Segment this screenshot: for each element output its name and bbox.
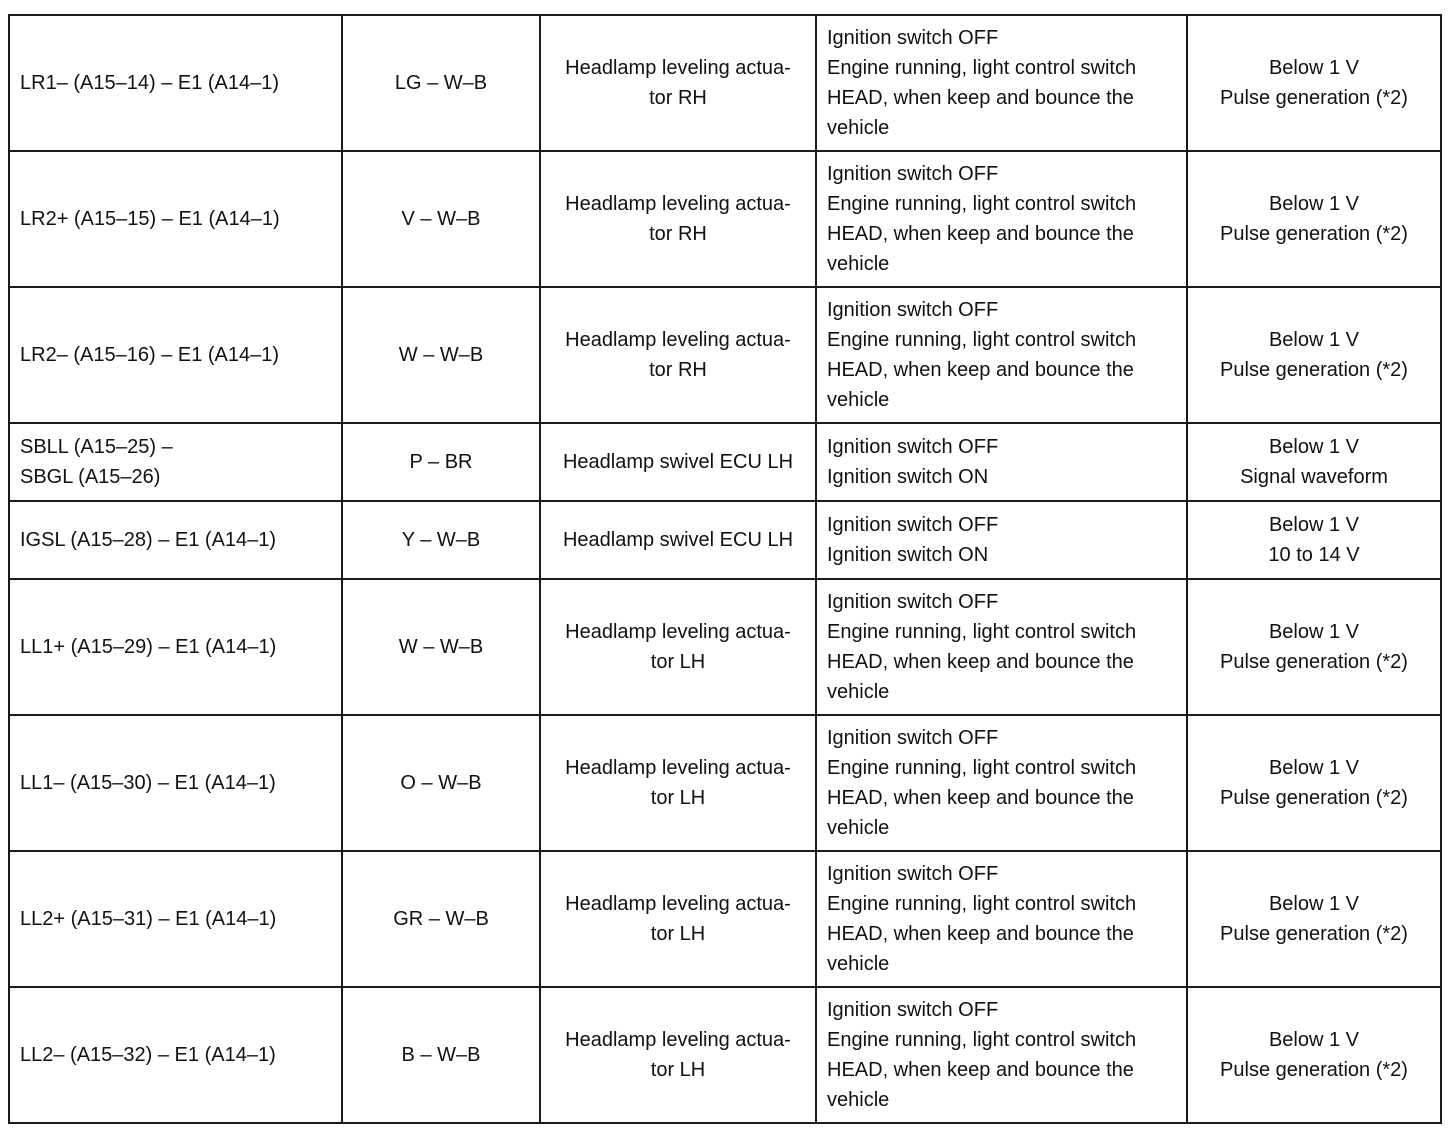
description-line: tor LH <box>650 1059 706 1081</box>
specified-line: Signal waveform <box>1240 466 1388 488</box>
description-line: Headlamp swivel ECU LH <box>562 451 794 473</box>
condition-cell <box>816 501 1187 579</box>
terminal-text-line2: SBGL (A15–26) <box>20 466 161 488</box>
wiring-color-text: W – W–B <box>398 636 484 658</box>
table-row <box>9 579 1441 715</box>
table-row <box>9 423 1441 501</box>
specified-condition-cell <box>1187 715 1441 851</box>
description-line: Headlamp leveling actua- <box>565 1029 791 1051</box>
specified-line: Below 1 V <box>1268 514 1360 536</box>
condition-line: HEAD, when keep and bounce the <box>827 651 1134 673</box>
condition-line: Ignition switch OFF <box>827 591 999 613</box>
description-cell <box>540 15 816 151</box>
specified-condition-cell <box>1187 287 1441 423</box>
description-line: tor LH <box>650 651 706 673</box>
description-cell <box>540 287 816 423</box>
specified-condition-cell <box>1187 851 1441 987</box>
condition-line: Ignition switch OFF <box>827 299 999 321</box>
condition-cell <box>816 851 1187 987</box>
terminal-cell <box>9 423 342 501</box>
wiring-color-text: Y – W–B <box>401 529 481 551</box>
condition-cell <box>816 15 1187 151</box>
description-line: tor RH <box>649 87 707 109</box>
description-line: Headlamp leveling actua- <box>565 193 791 215</box>
terminal-cell <box>9 851 342 987</box>
terminal-spec-table <box>8 14 1442 1124</box>
wiring-color-cell <box>342 715 540 851</box>
condition-line: HEAD, when keep and bounce the <box>827 87 1134 109</box>
description-cell <box>540 987 816 1123</box>
condition-line: Ignition switch OFF <box>827 163 999 185</box>
description-cell <box>540 579 816 715</box>
condition-line: Ignition switch OFF <box>827 863 999 885</box>
condition-line: vehicle <box>827 389 890 411</box>
description-line: tor RH <box>649 223 707 245</box>
terminal-cell <box>9 987 342 1123</box>
wiring-color-text: P – BR <box>409 451 473 473</box>
condition-cell <box>816 287 1187 423</box>
condition-cell <box>816 987 1187 1123</box>
condition-cell <box>816 579 1187 715</box>
wiring-color-cell <box>342 579 540 715</box>
terminal-cell <box>9 715 342 851</box>
condition-line: Engine running, light control switch <box>827 193 1137 215</box>
specified-line: Pulse generation (*2) <box>1220 923 1408 945</box>
terminal-text: IGSL (A15–28) – E1 (A14–1) <box>20 529 277 551</box>
description-line: Headlamp leveling actua- <box>565 57 791 79</box>
condition-line: Ignition switch OFF <box>827 27 999 49</box>
condition-line: Engine running, light control switch <box>827 1029 1137 1051</box>
wiring-color-text: V – W–B <box>401 208 481 230</box>
terminal-cell <box>9 287 342 423</box>
specified-line: Below 1 V <box>1268 329 1360 351</box>
wiring-color-cell <box>342 987 540 1123</box>
specified-line: Pulse generation (*2) <box>1220 1059 1408 1081</box>
condition-line: vehicle <box>827 953 890 975</box>
specified-condition-cell <box>1187 579 1441 715</box>
condition-line: vehicle <box>827 253 890 275</box>
table-row <box>9 715 1441 851</box>
wiring-color-text: W – W–B <box>398 344 484 366</box>
description-line: Headlamp leveling actua- <box>565 621 791 643</box>
condition-line: vehicle <box>827 681 890 703</box>
condition-line: HEAD, when keep and bounce the <box>827 223 1134 245</box>
terminal-cell <box>9 579 342 715</box>
condition-line: HEAD, when keep and bounce the <box>827 359 1134 381</box>
terminal-text: LL2– (A15–32) – E1 (A14–1) <box>20 1044 276 1066</box>
condition-line: Ignition switch ON <box>827 466 989 488</box>
description-cell <box>540 151 816 287</box>
wiring-color-text: O – W–B <box>400 772 482 794</box>
terminal-text: LR2+ (A15–15) – E1 (A14–1) <box>20 208 280 230</box>
terminal-cell <box>9 501 342 579</box>
description-cell <box>540 423 816 501</box>
condition-line: Engine running, light control switch <box>827 621 1137 643</box>
specified-condition-cell <box>1187 501 1441 579</box>
specified-line: Below 1 V <box>1268 193 1360 215</box>
wiring-color-text: LG – W–B <box>394 72 488 94</box>
wiring-color-text: B – W–B <box>401 1044 481 1066</box>
specified-line: Pulse generation (*2) <box>1220 787 1408 809</box>
condition-line: HEAD, when keep and bounce the <box>827 787 1134 809</box>
condition-line: Ignition switch OFF <box>827 999 999 1021</box>
table-row <box>9 987 1441 1123</box>
specified-line: Below 1 V <box>1268 436 1360 458</box>
specified-line: Pulse generation (*2) <box>1220 223 1408 245</box>
description-cell <box>540 501 816 579</box>
terminal-text: LL1+ (A15–29) – E1 (A14–1) <box>20 636 277 658</box>
specified-line: Pulse generation (*2) <box>1220 651 1408 673</box>
description-line: tor LH <box>650 787 706 809</box>
specified-line: 10 to 14 V <box>1268 544 1360 566</box>
condition-line: HEAD, when keep and bounce the <box>827 923 1134 945</box>
condition-line: HEAD, when keep and bounce the <box>827 1059 1134 1081</box>
condition-cell <box>816 715 1187 851</box>
condition-line: Ignition switch OFF <box>827 436 999 458</box>
specified-line: Pulse generation (*2) <box>1220 87 1408 109</box>
specified-condition-cell <box>1187 151 1441 287</box>
description-line: Headlamp leveling actua- <box>565 893 791 915</box>
wiring-color-cell <box>342 423 540 501</box>
terminal-text: LL2+ (A15–31) – E1 (A14–1) <box>20 908 277 930</box>
table-row <box>9 287 1441 423</box>
specified-line: Below 1 V <box>1268 1029 1360 1051</box>
description-cell <box>540 851 816 987</box>
condition-line: Ignition switch OFF <box>827 727 999 749</box>
condition-line: Engine running, light control switch <box>827 757 1137 779</box>
condition-line: Engine running, light control switch <box>827 57 1137 79</box>
condition-line: vehicle <box>827 1089 890 1111</box>
condition-line: vehicle <box>827 817 890 839</box>
wiring-color-cell <box>342 501 540 579</box>
description-line: tor LH <box>650 923 706 945</box>
condition-line: vehicle <box>827 117 890 139</box>
condition-line: Ignition switch OFF <box>827 514 999 536</box>
table-row <box>9 851 1441 987</box>
condition-line: Engine running, light control switch <box>827 893 1137 915</box>
description-line: Headlamp leveling actua- <box>565 329 791 351</box>
terminal-text: LR2– (A15–16) – E1 (A14–1) <box>20 344 280 366</box>
table-row <box>9 501 1441 579</box>
specified-condition-cell <box>1187 423 1441 501</box>
terminal-cell <box>9 15 342 151</box>
description-line: tor RH <box>649 359 707 381</box>
wiring-color-text: GR – W–B <box>393 908 489 930</box>
specified-line: Pulse generation (*2) <box>1220 359 1408 381</box>
specified-line: Below 1 V <box>1268 757 1360 779</box>
condition-cell <box>816 423 1187 501</box>
condition-line: Engine running, light control switch <box>827 329 1137 351</box>
table-row <box>9 15 1441 151</box>
specified-line: Below 1 V <box>1268 621 1360 643</box>
description-cell <box>540 715 816 851</box>
terminal-text: LR1– (A15–14) – E1 (A14–1) <box>20 72 280 94</box>
terminal-text: LL1– (A15–30) – E1 (A14–1) <box>20 772 276 794</box>
specified-condition-cell <box>1187 987 1441 1123</box>
description-line: Headlamp swivel ECU LH <box>562 529 794 551</box>
wiring-color-cell <box>342 15 540 151</box>
condition-line: Ignition switch ON <box>827 544 989 566</box>
condition-cell <box>816 151 1187 287</box>
specified-condition-cell <box>1187 15 1441 151</box>
terminal-text: SBLL (A15–25) – <box>20 436 173 458</box>
table-row <box>9 151 1441 287</box>
description-line: Headlamp leveling actua- <box>565 757 791 779</box>
wiring-color-cell <box>342 851 540 987</box>
specified-line: Below 1 V <box>1268 57 1360 79</box>
terminal-cell <box>9 151 342 287</box>
specified-line: Below 1 V <box>1268 893 1360 915</box>
wiring-color-cell <box>342 287 540 423</box>
wiring-color-cell <box>342 151 540 287</box>
